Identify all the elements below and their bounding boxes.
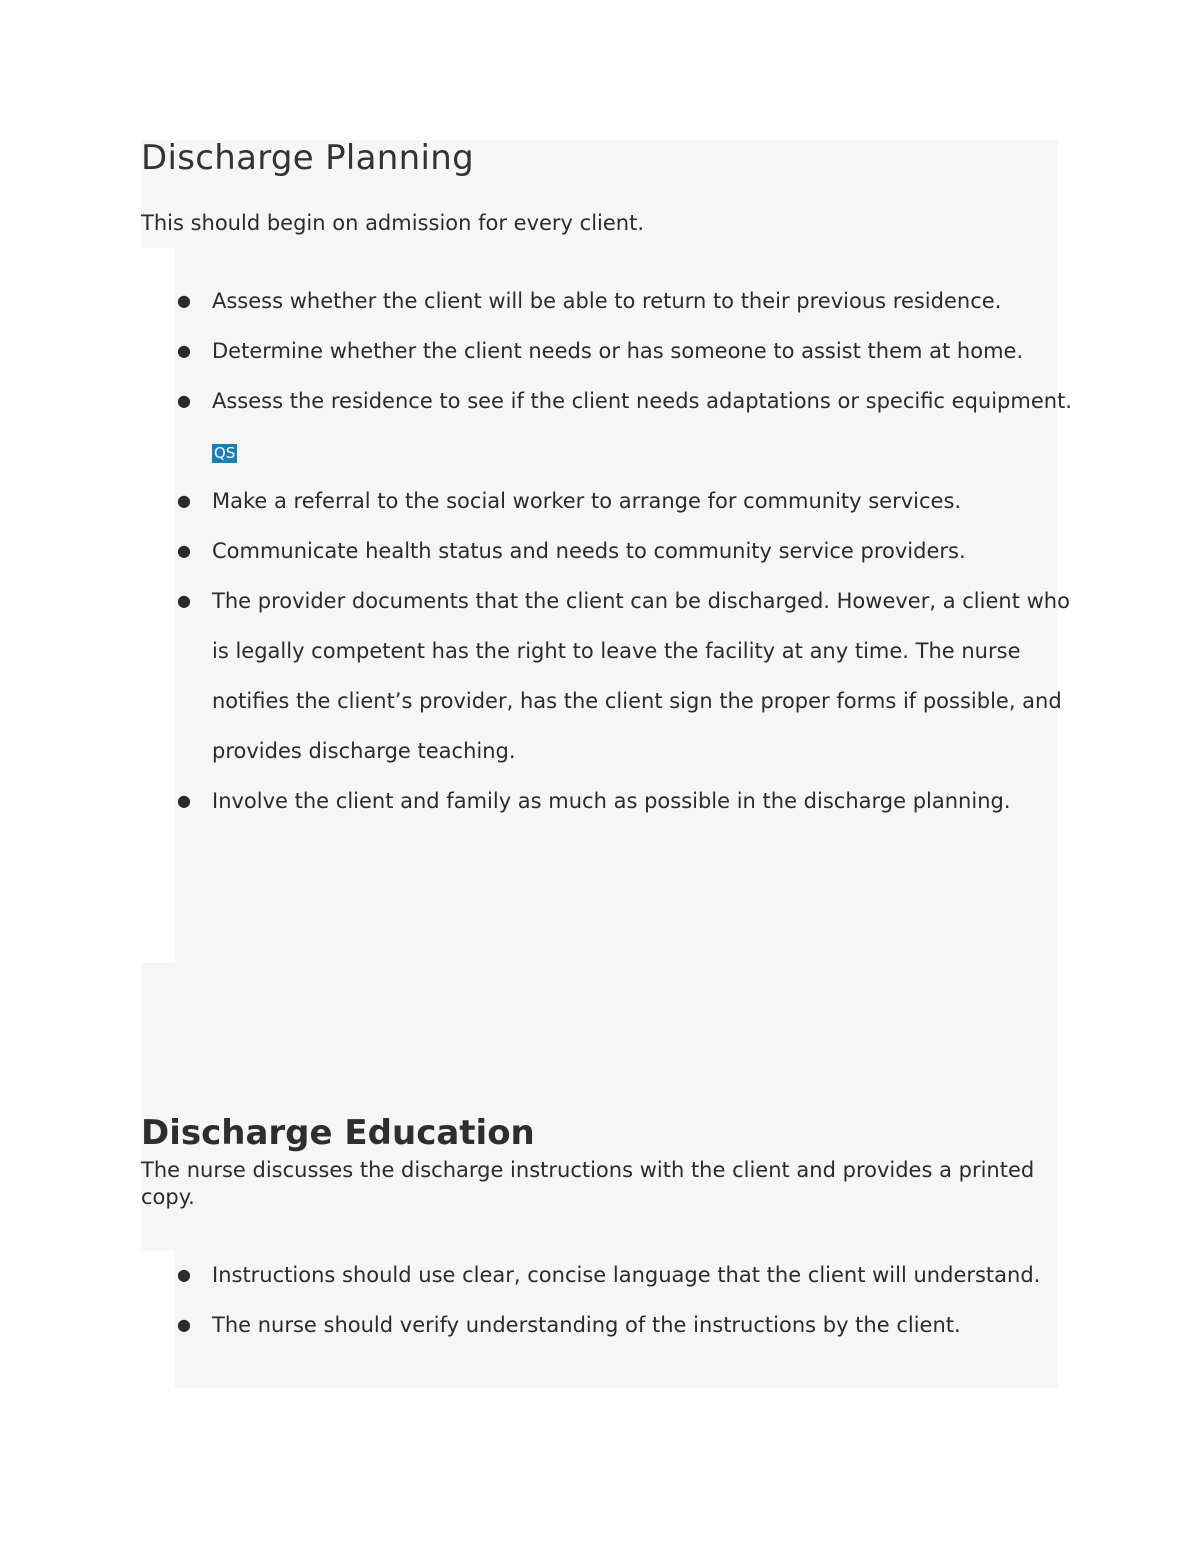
list-item-text: Assess whether the client will be able to return to their previous residence. <box>212 289 1002 313</box>
list-item-text: The nurse should verify understanding of the instructions by the client. <box>212 1313 961 1337</box>
list-item-text: Instructions should use clear, concise language that the client will understand. <box>212 1263 1041 1287</box>
list-item <box>175 326 1075 376</box>
discharge-planning-heading: Discharge Planning <box>141 138 474 178</box>
discharge-education-list <box>175 1250 1075 1350</box>
discharge-planning-list <box>175 276 1075 826</box>
list-item <box>175 376 1075 476</box>
discharge-education-intro: The nurse discusses the discharge instructions with the client and provides a printed copy. <box>141 1158 1035 1209</box>
discharge-planning-intro: This should begin on admission for every client. <box>141 211 645 235</box>
list-item-text: Make a referral to the social worker to arrange for community services. <box>212 489 962 513</box>
bullet-icon: ● <box>177 541 191 560</box>
discharge-education-heading: Discharge Education <box>141 1113 535 1153</box>
bullet-icon: ● <box>177 341 191 360</box>
list-item <box>175 526 1075 576</box>
list-item <box>175 476 1075 526</box>
list-item-text: Assess the residence to see if the client needs adaptations or specific equipment. <box>212 389 1072 413</box>
list-item-text: Communicate health status and needs to community service providers. <box>212 539 966 563</box>
bullet-icon: ● <box>177 1265 191 1284</box>
list-item-text: The provider documents that the client can be discharged. However, a client who is legally competent has the right to leave the facility at any time. The nurse notifies the client’s provider, has the client sign the proper forms if possible, and provides discharge teaching. <box>212 589 1070 763</box>
bullet-icon: ● <box>177 491 191 510</box>
bullet-icon: ● <box>177 591 191 610</box>
list-item-text: Involve the client and family as much as possible in the discharge planning. <box>212 789 1011 813</box>
list-item <box>175 776 1075 826</box>
bullet-icon: ● <box>177 391 191 410</box>
list-item <box>175 276 1075 326</box>
list-item <box>175 1300 1075 1350</box>
list-item-text: Determine whether the client needs or has someone to assist them at home. <box>212 339 1024 363</box>
list-item <box>175 1250 1075 1300</box>
bullet-icon: ● <box>177 291 191 310</box>
qs-badge[interactable]: QS <box>214 444 236 462</box>
bullet-icon: ● <box>177 791 191 810</box>
bullet-icon: ● <box>177 1315 191 1334</box>
list-item <box>175 576 1075 776</box>
